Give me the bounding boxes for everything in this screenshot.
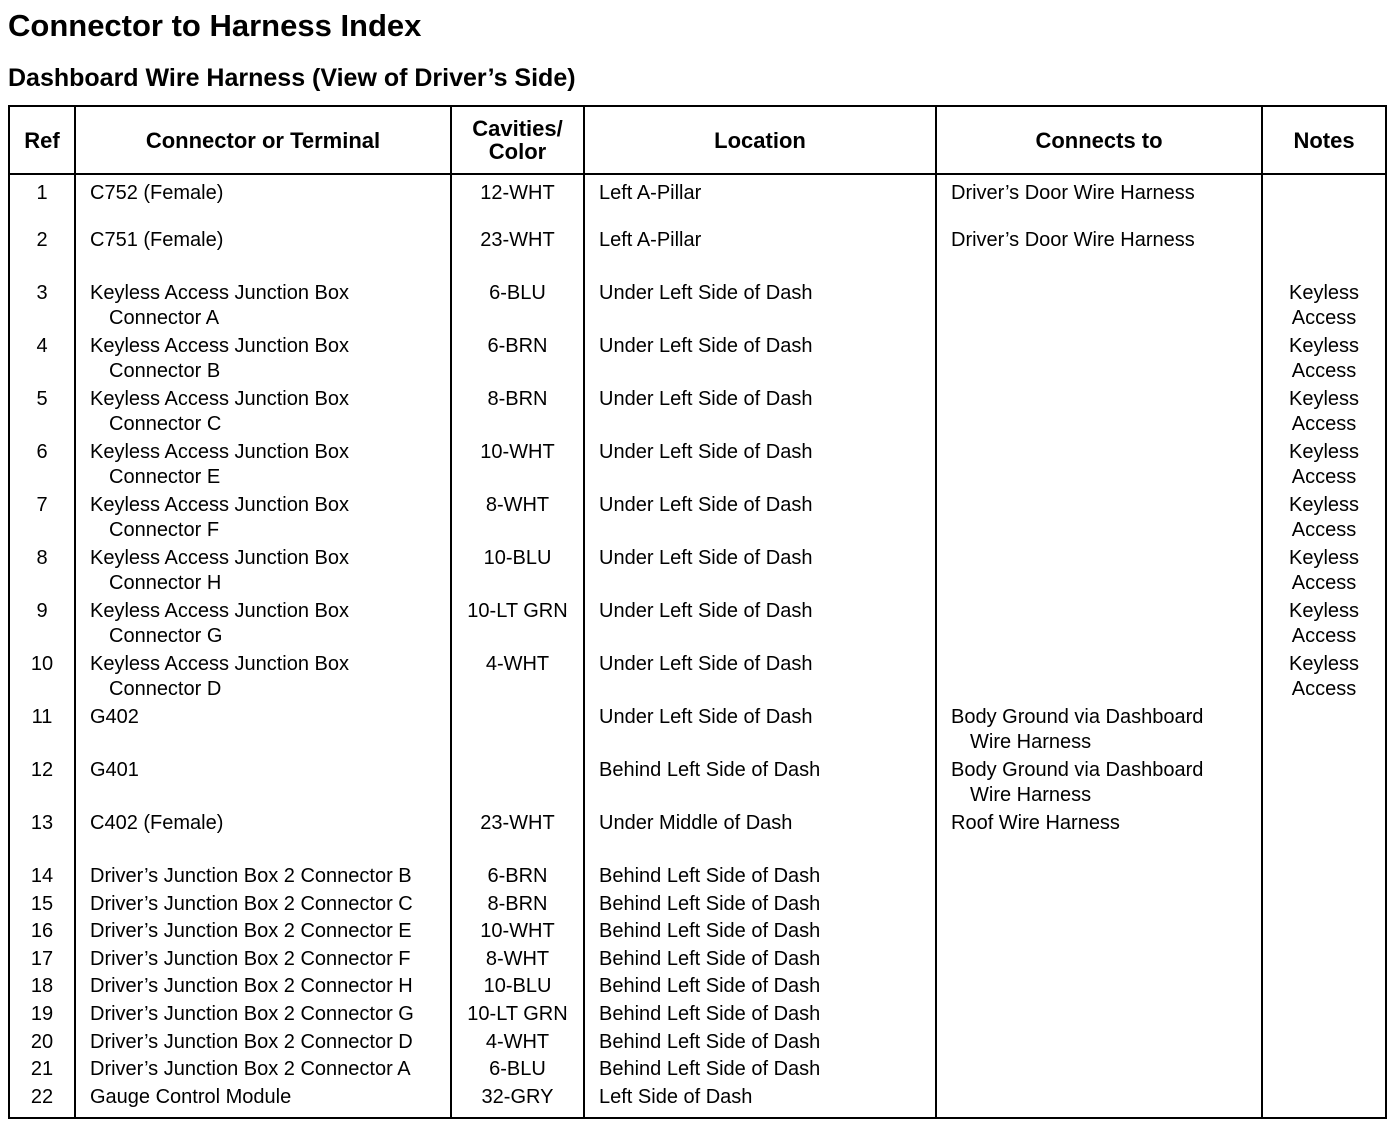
page-title: Connector to Harness Index [8,8,422,43]
cell-location: Under Left Side of Dash [584,387,936,440]
table-row [9,228,1386,281]
cell-cavities: 6-BRN [451,864,584,892]
cell-connector [75,440,451,493]
table-row [9,705,1386,758]
connector-line: C752 (Female) [90,182,224,204]
connector-line: Gauge Control Module [90,1085,292,1108]
connector-line: Keyless Access Junction Box [90,600,350,622]
cell-location: Left A-Pillar [584,174,936,228]
cell-connector [75,705,451,758]
table-row [9,1057,1386,1085]
notes-line: Keyless [1288,600,1360,622]
table-row [9,493,1386,546]
cell-ref: 6 [9,440,75,493]
column-header-ref: Ref [9,106,75,174]
column-header-cavities-line2: Color [488,139,547,164]
cell-ref: 1 [9,174,75,228]
cell-ref: 3 [9,281,75,334]
cell-ref: 15 [9,892,75,920]
cell-location: Behind Left Side of Dash [584,1057,936,1085]
cell-notes [1262,493,1386,546]
cell-connects-to [936,974,1262,1002]
cell-connects-to [936,758,1262,811]
cell-connector [75,919,451,947]
connector-line: Connector A [109,307,220,329]
cell-ref: 12 [9,758,75,811]
cell-connects-to [936,1085,1262,1118]
cell-connector [75,281,451,334]
cell-connector [75,974,451,1002]
connector-line: Driver’s Junction Box 2 Connector D [90,1030,413,1053]
connector-line: Driver’s Junction Box 2 Connector E [90,920,412,943]
cell-cavities: 10-LT GRN [451,1002,584,1030]
cell-cavities: 8-WHT [451,493,584,546]
cell-connector [75,1085,451,1118]
cell-notes [1262,919,1386,947]
connects-to-line: Wire Harness [970,731,1092,753]
cell-connects-to [936,599,1262,652]
cell-notes [1262,334,1386,387]
cell-cavities: 6-BLU [451,1057,584,1085]
connector-line: Keyless Access Junction Box [90,335,350,357]
notes-line: Keyless [1288,441,1360,463]
cell-cavities: 10-BLU [451,974,584,1002]
notes-line: Access [1291,519,1357,541]
cell-notes [1262,652,1386,705]
cell-connector [75,652,451,705]
table-row [9,440,1386,493]
connector-line: Connector H [109,572,222,594]
cell-connector [75,1002,451,1030]
cell-ref: 5 [9,387,75,440]
cell-ref: 16 [9,919,75,947]
cell-ref: 13 [9,811,75,864]
table-row [9,811,1386,864]
cell-connects-to [936,546,1262,599]
cell-connects-to [936,1057,1262,1085]
table-row [9,546,1386,599]
column-header-connects-to: Connects to [936,106,1262,174]
cell-connects-to [936,947,1262,975]
cell-ref: 19 [9,1002,75,1030]
table-row [9,599,1386,652]
connector-line: Keyless Access Junction Box [90,441,350,463]
cell-location: Behind Left Side of Dash [584,758,936,811]
cell-ref: 17 [9,947,75,975]
cell-notes [1262,1057,1386,1085]
cell-location: Under Left Side of Dash [584,599,936,652]
cell-location: Under Left Side of Dash [584,493,936,546]
cell-notes [1262,974,1386,1002]
cell-connector [75,811,451,864]
connector-line: Connector G [109,625,223,647]
cell-cavities: 10-WHT [451,440,584,493]
cell-location: Behind Left Side of Dash [584,974,936,1002]
cell-connects-to [936,281,1262,334]
table-row [9,334,1386,387]
cell-notes [1262,864,1386,892]
cell-connects-to [936,228,1262,281]
connects-to-line: Body Ground via Dashboard [951,706,1204,728]
connector-line: G402 [90,706,139,728]
cell-ref: 14 [9,864,75,892]
cell-location: Under Middle of Dash [584,811,936,864]
cell-location: Left A-Pillar [584,228,936,281]
cell-cavities: 8-WHT [451,947,584,975]
cell-connects-to [936,892,1262,920]
cell-cavities: 10-BLU [451,546,584,599]
table-row [9,1085,1386,1118]
cell-connects-to [936,174,1262,228]
cell-connector [75,864,451,892]
notes-line: Access [1291,360,1357,382]
notes-line: Keyless [1288,335,1360,357]
cell-ref: 11 [9,705,75,758]
connects-to-line: Body Ground via Dashboard [951,759,1204,781]
connector-line: Connector B [109,360,221,382]
cell-location: Behind Left Side of Dash [584,947,936,975]
cell-cavities: 8-BRN [451,892,584,920]
cell-location: Behind Left Side of Dash [584,1002,936,1030]
cell-notes [1262,281,1386,334]
table-row [9,387,1386,440]
cell-location: Under Left Side of Dash [584,546,936,599]
connects-to-line: Driver’s Door Wire Harness [951,229,1195,251]
notes-line: Access [1291,413,1357,435]
table-row [9,281,1386,334]
connects-to-line: Driver’s Door Wire Harness [951,182,1195,204]
column-header-cavities [451,106,584,174]
cell-ref: 10 [9,652,75,705]
connector-line: C402 (Female) [90,812,224,834]
cell-connects-to [936,440,1262,493]
cell-notes [1262,1002,1386,1030]
cell-cavities [451,705,584,758]
cell-connects-to [936,864,1262,892]
notes-line: Access [1291,625,1357,647]
cell-location: Behind Left Side of Dash [584,919,936,947]
cell-connector [75,1030,451,1058]
cell-ref: 4 [9,334,75,387]
notes-line: Access [1291,572,1357,594]
table-row [9,864,1386,892]
cell-connector [75,1057,451,1085]
notes-line: Keyless [1288,388,1360,410]
cell-notes [1262,174,1386,228]
cell-cavities: 6-BRN [451,334,584,387]
cell-notes [1262,811,1386,864]
connector-line: Driver’s Junction Box 2 Connector F [90,947,411,970]
connector-line: Keyless Access Junction Box [90,494,350,516]
table-row [9,174,1386,228]
column-header-notes: Notes [1262,106,1386,174]
connects-to-line: Wire Harness [970,784,1092,806]
cell-connects-to [936,1030,1262,1058]
connector-line: Driver’s Junction Box 2 Connector G [90,1002,414,1025]
connector-line: Keyless Access Junction Box [90,282,350,304]
cell-location: Behind Left Side of Dash [584,864,936,892]
connector-line: Driver’s Junction Box 2 Connector A [90,1058,411,1081]
connector-line: Driver’s Junction Box 2 Connector H [90,975,413,998]
cell-location: Behind Left Side of Dash [584,1030,936,1058]
cell-cavities [451,758,584,811]
cell-connector [75,493,451,546]
table-row [9,892,1386,920]
cell-notes [1262,440,1386,493]
table-row [9,974,1386,1002]
column-header-location: Location [584,106,936,174]
cell-ref: 7 [9,493,75,546]
connector-line: G401 [90,759,139,781]
cell-cavities: 4-WHT [451,1030,584,1058]
cell-ref: 22 [9,1085,75,1118]
cell-cavities: 10-WHT [451,919,584,947]
column-header-connector: Connector or Terminal [75,106,451,174]
cell-ref: 18 [9,974,75,1002]
table-row [9,758,1386,811]
cell-location: Left Side of Dash [584,1085,936,1118]
connector-line: Connector D [109,678,222,700]
connector-line: Driver’s Junction Box 2 Connector C [90,892,413,915]
connector-harness-table [8,105,1387,1119]
table-body [9,174,1386,1118]
cell-connects-to [936,493,1262,546]
cell-cavities: 32-GRY [451,1085,584,1118]
cell-connects-to [936,811,1262,864]
cell-notes [1262,387,1386,440]
cell-ref: 2 [9,228,75,281]
cell-ref: 20 [9,1030,75,1058]
connector-line: Driver’s Junction Box 2 Connector B [90,865,412,887]
cell-notes [1262,546,1386,599]
notes-line: Keyless [1288,653,1360,675]
cell-ref: 21 [9,1057,75,1085]
cell-notes [1262,228,1386,281]
cell-notes [1262,1085,1386,1118]
cell-notes [1262,1030,1386,1058]
table-row [9,1030,1386,1058]
connector-line: Connector F [109,519,220,541]
page-subtitle: Dashboard Wire Harness (View of Driver’s Side) [8,64,576,92]
cell-notes [1262,947,1386,975]
connector-line: Keyless Access Junction Box [90,547,350,569]
cell-connector [75,174,451,228]
cell-location: Behind Left Side of Dash [584,892,936,920]
cell-notes [1262,599,1386,652]
column-header-cavities-line1: Cavities/ [472,116,563,141]
cell-connects-to [936,334,1262,387]
cell-notes [1262,892,1386,920]
notes-line: Keyless [1288,494,1360,516]
table-row [9,652,1386,705]
cell-connects-to [936,652,1262,705]
cell-connector [75,334,451,387]
cell-notes [1262,705,1386,758]
cell-location: Under Left Side of Dash [584,652,936,705]
cell-connector [75,892,451,920]
table-header-row [9,106,1386,174]
table-row [9,1002,1386,1030]
cell-location: Under Left Side of Dash [584,281,936,334]
cell-ref: 8 [9,546,75,599]
connector-line: C751 (Female) [90,229,224,251]
notes-line: Keyless [1288,547,1360,569]
cell-connects-to [936,1002,1262,1030]
connector-line: Keyless Access Junction Box [90,653,350,675]
notes-line: Access [1291,466,1357,488]
notes-line: Access [1291,307,1357,329]
connector-line: Keyless Access Junction Box [90,388,350,410]
connector-line: Connector E [109,466,221,488]
cell-connects-to [936,705,1262,758]
cell-connector [75,758,451,811]
cell-connector [75,599,451,652]
cell-ref: 9 [9,599,75,652]
connects-to-line: Roof Wire Harness [951,812,1120,834]
cell-notes [1262,758,1386,811]
cell-cavities: 23-WHT [451,228,584,281]
cell-connects-to [936,387,1262,440]
cell-cavities: 10-LT GRN [451,599,584,652]
notes-line: Keyless [1288,282,1360,304]
cell-connects-to [936,919,1262,947]
cell-location: Under Left Side of Dash [584,440,936,493]
cell-connector [75,387,451,440]
cell-cavities: 12-WHT [451,174,584,228]
cell-location: Under Left Side of Dash [584,334,936,387]
notes-line: Access [1291,678,1357,700]
cell-cavities: 4-WHT [451,652,584,705]
cell-connector [75,947,451,975]
cell-connector [75,546,451,599]
cell-cavities: 8-BRN [451,387,584,440]
cell-location: Under Left Side of Dash [584,705,936,758]
cell-connector [75,228,451,281]
table-row [9,947,1386,975]
connector-line: Connector C [109,413,222,435]
cell-cavities: 23-WHT [451,811,584,864]
table-row [9,919,1386,947]
cell-cavities: 6-BLU [451,281,584,334]
